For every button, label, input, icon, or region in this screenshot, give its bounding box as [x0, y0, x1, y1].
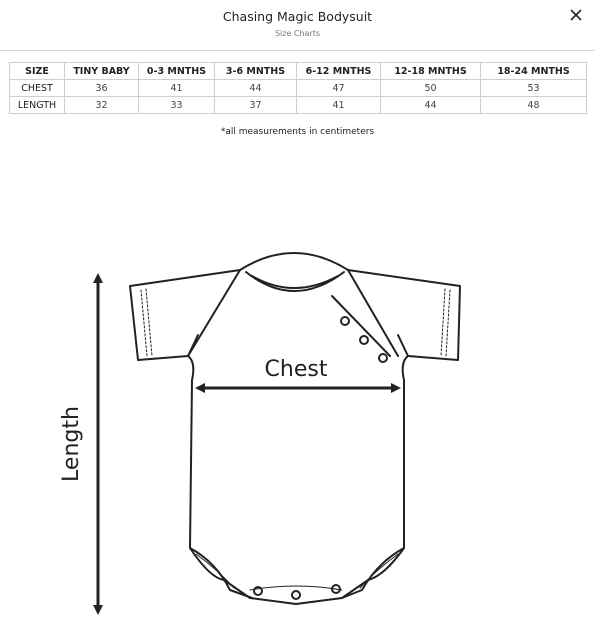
table-cell: 44: [381, 97, 481, 114]
table-cell: 50: [381, 80, 481, 97]
table-cell: 53: [481, 80, 587, 97]
column-header: 0-3 MNTHS: [139, 63, 215, 80]
table-cell: 41: [297, 97, 381, 114]
table-cell: 48: [481, 97, 587, 114]
close-button[interactable]: [567, 6, 585, 24]
table-row-chest: [10, 80, 587, 97]
bodysuit-outline: [130, 253, 460, 604]
row-label: CHEST: [10, 80, 65, 97]
table-cell: 44: [215, 80, 297, 97]
modal-title: Chasing Magic Bodysuit: [222, 9, 373, 24]
table-cell: 47: [297, 80, 381, 97]
row-label: LENGTH: [10, 97, 65, 114]
measurement-note: *all measurements in centimeters: [220, 127, 375, 137]
chest-label: Chest: [264, 357, 328, 382]
table-cell: 33: [139, 97, 215, 114]
modal-subtitle: Size Charts: [274, 29, 321, 38]
close-icon: [567, 6, 585, 24]
bodysuit-diagram: [0, 150, 595, 632]
column-header: 12-18 MNTHS: [381, 63, 481, 80]
column-header: 3-6 MNTHS: [215, 63, 297, 80]
table-cell: 37: [215, 97, 297, 114]
column-header: 6-12 MNTHS: [297, 63, 381, 80]
table-cell: 41: [139, 80, 215, 97]
table-cell: 32: [65, 97, 139, 114]
table-header-row: [10, 63, 587, 80]
column-header: 18-24 MNTHS: [481, 63, 587, 80]
table-row-length: [10, 97, 587, 114]
length-label: Length: [59, 406, 84, 482]
size-chart-table: [9, 62, 587, 114]
table-cell: 36: [65, 80, 139, 97]
column-header: TINY BABY: [65, 63, 139, 80]
modal-header: [0, 0, 595, 51]
column-header: SIZE: [10, 63, 65, 80]
